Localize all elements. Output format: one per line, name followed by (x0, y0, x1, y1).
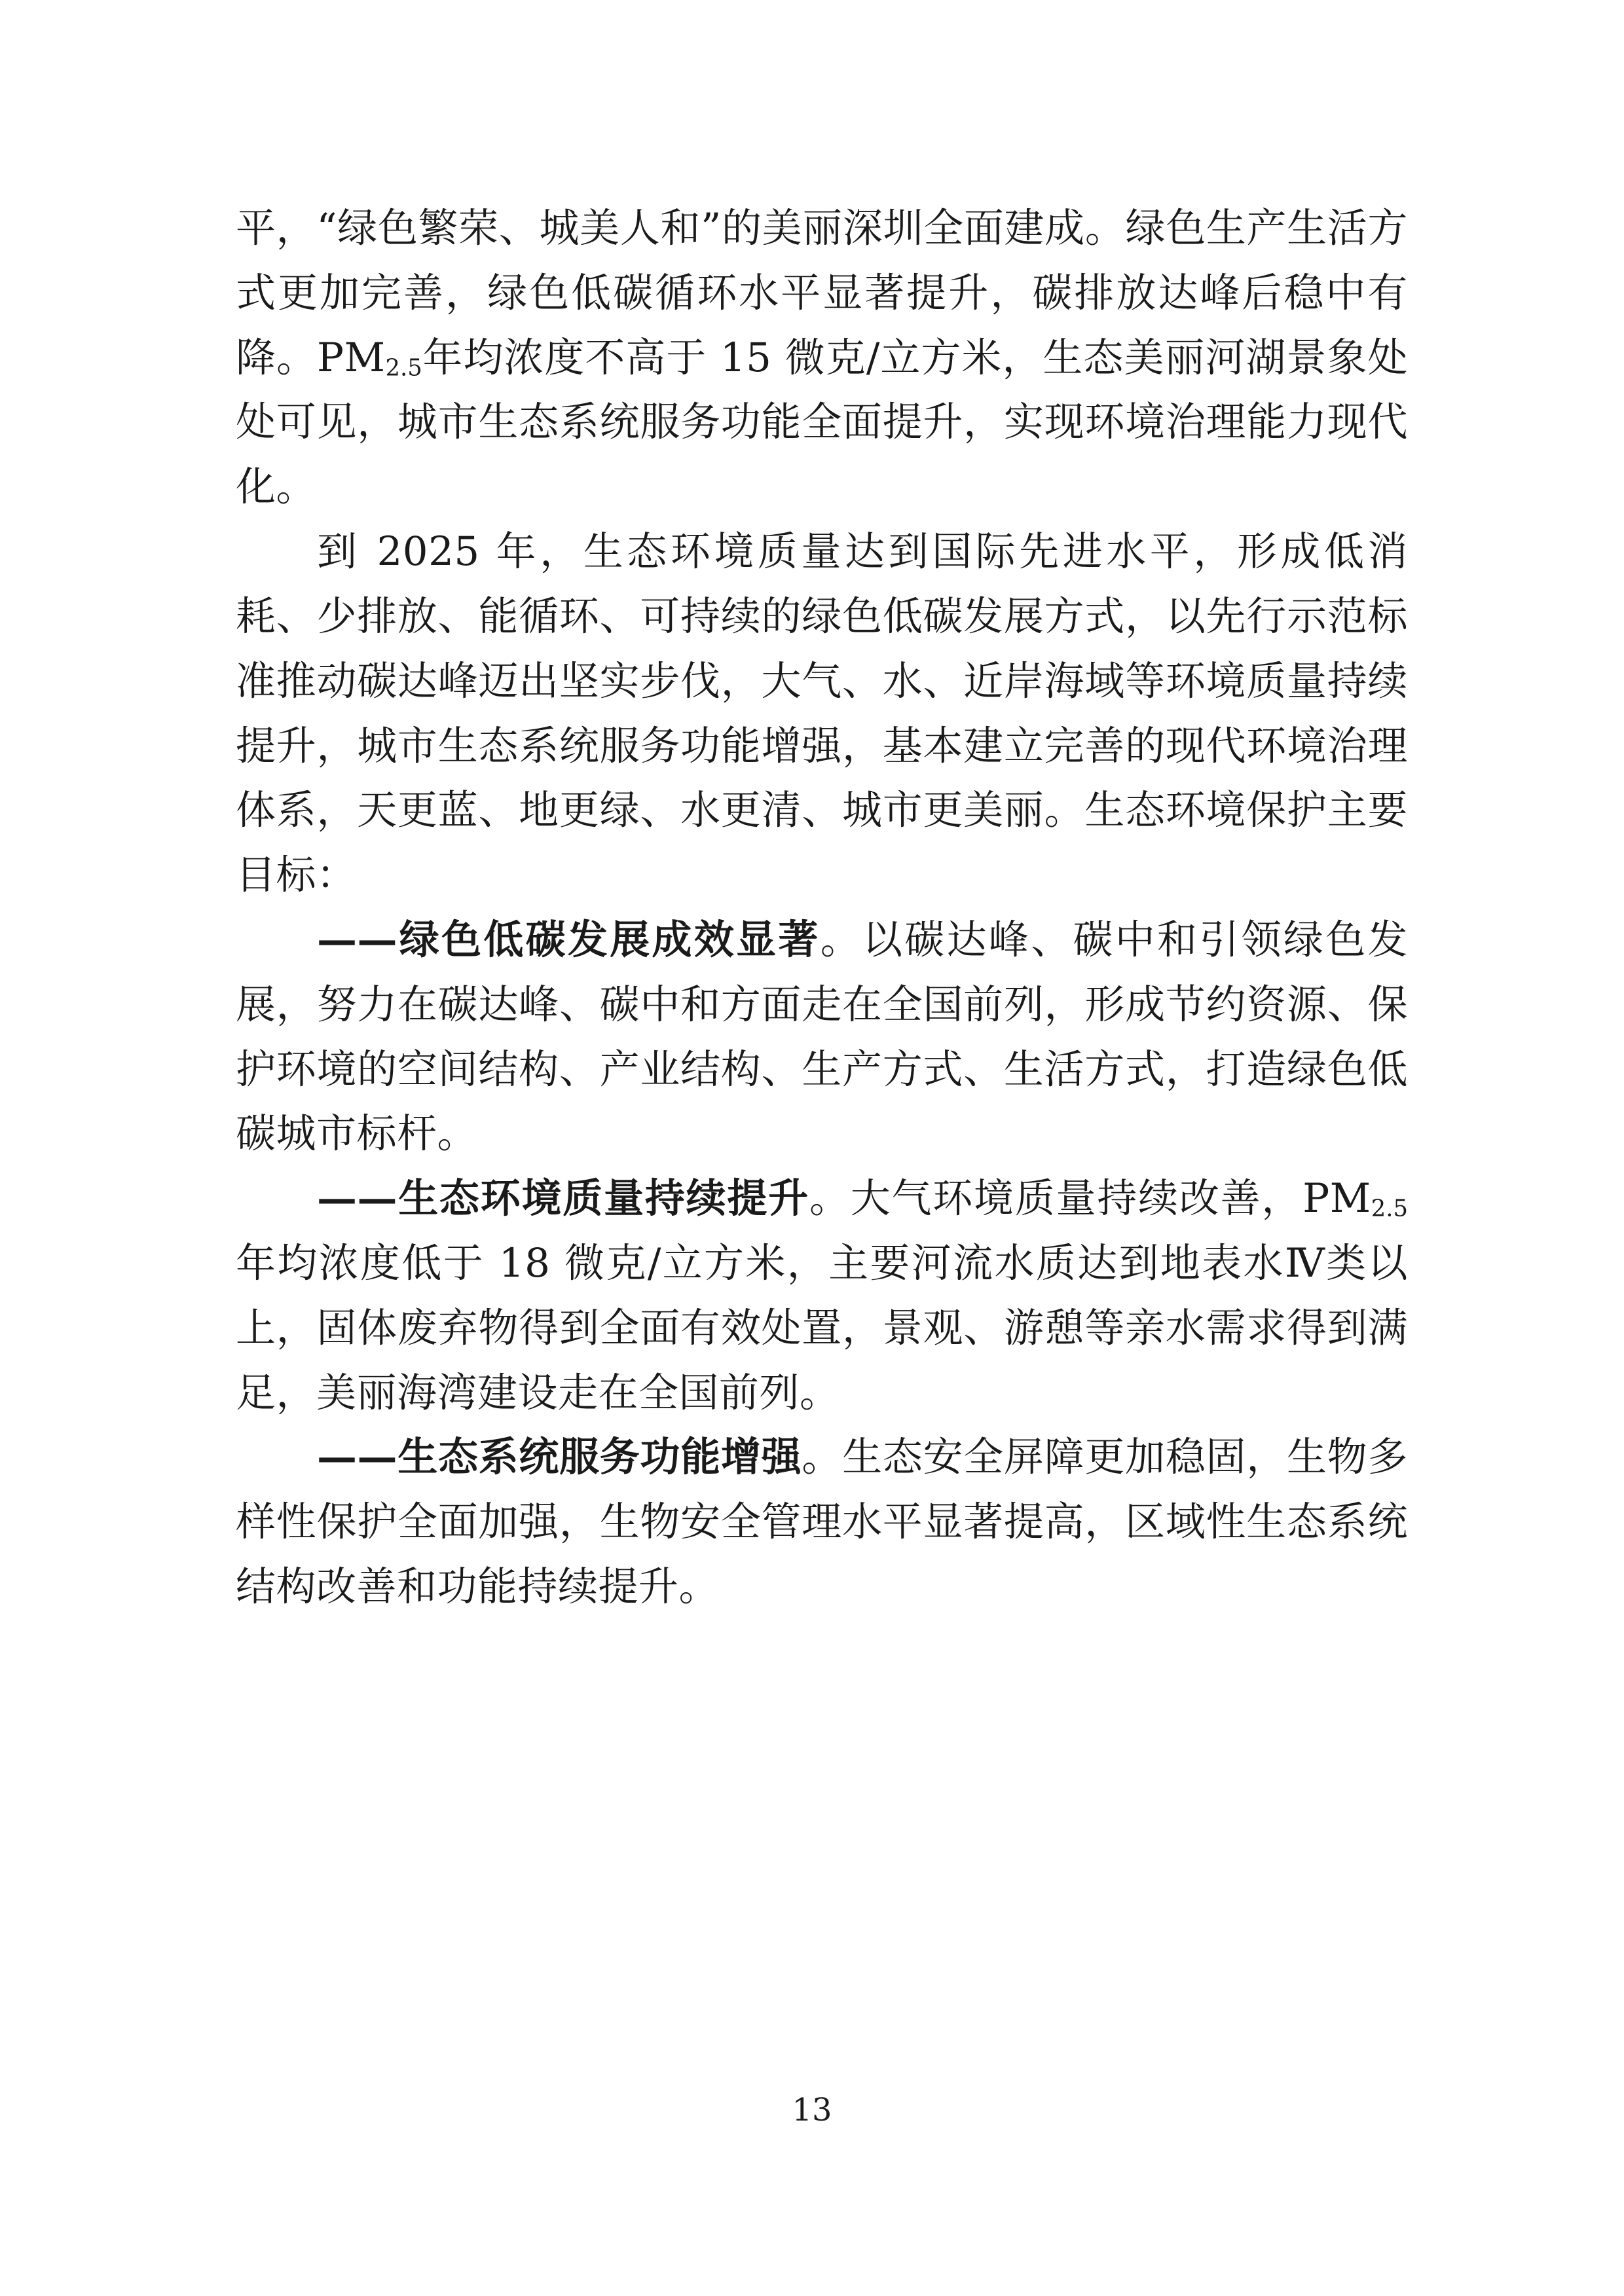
goal-heading: ——绿色低碳发展成效显著 (317, 916, 821, 963)
goal-heading: ——生态环境质量持续提升 (317, 1175, 809, 1222)
pm25-label: $PM_{2.5}$ (317, 334, 422, 381)
paragraph (236, 1167, 1408, 1425)
page-number: 13 (792, 2092, 832, 2128)
text-run: 年均浓度低于 18 微克/立方米，主要河流水质达到地表水Ⅳ类以上，固体废弃物得到全面有效处置，景观、游憩等亲水需求得到满足，美丽海湾建设走在全国前列。 (236, 1240, 1408, 1416)
paragraph (236, 1425, 1408, 1619)
text-run: 。大气环境质量持续改善， (809, 1175, 1303, 1222)
paragraph (236, 908, 1408, 1167)
text-run: 。以碳达峰、碳中和引领绿色发展，努力在碳达峰、碳中和方面走在全国前列，形成节约资源、保护环境的空间结构、产业结构、生产方式、生活方式，打造绿色低碳城市标杆。 (236, 916, 1408, 1157)
text-run: 到 2025 年，生态环境质量达到国际先进水平，形成低消耗、少排放、能循环、可持续的绿色低碳发展方式，以先行示范标准推动碳达峰迈出坚实步伐，大气、水、近岸海域等环境质量持续提升，城市生态系统服务功能增强，基本建立完善的现代环境治理体系，天更蓝、地更绿、水更清、城市更美丽。生态环境保护主要目标： (236, 528, 1408, 899)
goal-heading: ——生态系统服务功能增强 (317, 1434, 802, 1481)
document-body (236, 196, 1408, 1620)
text-run: 年均浓度不高于 15 微克/立方米，生态美丽河湖景象处处可见，城市生态系统服务功能全面提升，实现环境治理能力现代化。 (236, 334, 1408, 511)
text-run: 。生态安全屏障更加稳固，生物多样性保护全面加强，生物安全管理水平显著提高，区域性生态系统结构改善和功能持续提升。 (236, 1434, 1408, 1611)
paragraph (236, 196, 1408, 520)
paragraph (236, 520, 1408, 908)
paragraph-container (236, 196, 1408, 1620)
pm25-label: $PM_{2.5}$ (1302, 1175, 1408, 1222)
text-run: 平，“绿色繁荣、城美人和”的美丽深圳全面建成。绿色生产生活方式更加完善，绿色低碳循环水平显著提升，碳排放达峰后稳中有降。 (236, 205, 1408, 381)
